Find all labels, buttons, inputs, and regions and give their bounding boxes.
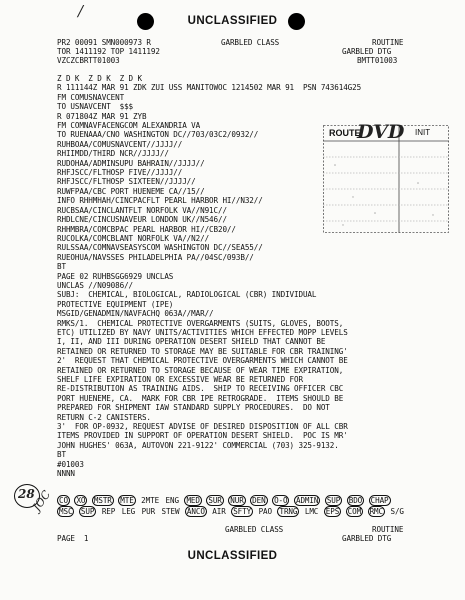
distribution-code: 2MTE bbox=[141, 496, 160, 505]
message-line: INFO RHHMHAH/CINCPACFLT PEARL HARBOR HI//N32// bbox=[57, 196, 263, 206]
header-left-1: PR2 00091 SMN000973 R bbox=[57, 38, 151, 47]
message-line: PROTECTIVE EQUIPMENT (IPE) bbox=[57, 299, 174, 309]
distribution-code: AIR bbox=[212, 507, 226, 516]
routing-stamp bbox=[323, 121, 449, 233]
message-line: PORT HUENEME, CA. MARK FOR CBR IPE RETROGRADE. ITEMS SHOULD BE bbox=[57, 393, 344, 403]
distribution-code: NUR bbox=[230, 496, 244, 505]
header-left-3: VZCZCBRTT01003 bbox=[57, 56, 120, 65]
message-body bbox=[57, 74, 361, 478]
message-line: RUCBSAA/CINCLANTFLT NORFOLK VA//N91C// bbox=[57, 205, 227, 215]
distribution-code: SFTY bbox=[233, 507, 252, 516]
header-right-1: ROUTINE bbox=[372, 38, 404, 47]
distribution-code: TRNG bbox=[279, 507, 298, 516]
distribution-code: SUR bbox=[208, 496, 222, 505]
message-line: TO USNAVCENT $$$ bbox=[57, 102, 134, 112]
distribution-line-1 bbox=[57, 496, 391, 505]
message-line: RMKS/1. CHEMICAL PROTECTIVE OVERGARMENTS (SUITS, GLOVES, BOOTS, bbox=[57, 318, 344, 328]
message-line: BT bbox=[57, 450, 66, 460]
message-line: RUDOHAA/ADMINSUPU BAHRAIN//JJJJ// bbox=[57, 158, 205, 168]
message-line: UNCLAS //N09086// bbox=[57, 280, 134, 290]
message-line: RUHBOAA/COMUSNAVCENT//JJJJ// bbox=[57, 139, 183, 149]
punch-hole-right bbox=[288, 13, 305, 30]
distribution-code: EPS bbox=[325, 507, 340, 516]
distribution-code: ADMIN bbox=[295, 496, 319, 505]
message-line: Z D K Z D K Z D K bbox=[57, 74, 142, 83]
message-line: FM COMNAVFACENGCOM ALEXANDRIA VA bbox=[57, 121, 201, 131]
message-line: TO RUENAAA/CNO WASHINGTON DC//703/03C2/0932// bbox=[57, 130, 259, 140]
routing-stamp-init-label: INIT bbox=[415, 128, 431, 137]
distribution-code: CO bbox=[59, 496, 68, 505]
header-right-2: GARBLED DTG bbox=[342, 47, 392, 56]
distribution-code: BDO bbox=[348, 496, 363, 505]
message-line: BT bbox=[57, 262, 66, 272]
distribution-code: SUP bbox=[326, 496, 341, 505]
distribution-code: S/G bbox=[390, 507, 404, 516]
distribution-code: LMC bbox=[304, 507, 319, 516]
message-line: RE-DISTRIBUTION AS TRAINING AIDS. SHIP TO RECEIVING OFFICER CBC bbox=[57, 384, 344, 394]
message-line: PREPARED FOR SHIPMENT IAW STANDARD SUPPLY PROCEDURES. DO NOT bbox=[57, 403, 330, 413]
message-line: RETURN C-2 CANISTERS. bbox=[57, 412, 151, 422]
distribution-code: PAO bbox=[258, 507, 272, 516]
message-line: SUBJ: CHEMICAL, BIOLOGICAL, RADIOLOGICAL (CBR) INDIVIDUAL bbox=[57, 290, 317, 300]
message-line: ETC) UTILIZED BY NAVY UNITS/ACTIVITIES WHICH EFFECTED MOPP LEVELS bbox=[57, 327, 348, 337]
distribution-code: MED bbox=[186, 496, 200, 505]
distribution-code: MSC bbox=[59, 507, 73, 516]
message-line: RHIIMDD/THIRD NCR//JJJJ// bbox=[57, 149, 169, 159]
handwritten-slash: / bbox=[78, 2, 84, 20]
distribution-code: STEW bbox=[161, 507, 180, 516]
message-line: RUWFPAA/CBC PORT HUENEME CA//15// bbox=[57, 186, 205, 196]
message-line: RHFJSCC/FLTHOSP SIXTEEN//JJJJ// bbox=[57, 177, 196, 187]
message-line: NNNN bbox=[57, 469, 75, 479]
distribution-code: RMC bbox=[369, 507, 383, 516]
distribution-code: MTE bbox=[120, 496, 134, 505]
footer-right-2: GARBLED DTG bbox=[342, 534, 392, 543]
message-line: RUEOHUA/NAVSSES PHILADELPHIA PA//04SC/093B// bbox=[57, 252, 254, 262]
message-line: PAGE 02 RUHBSGG6929 UNCLAS bbox=[57, 271, 174, 281]
handwritten-number: 28 bbox=[18, 487, 35, 501]
message-line: RUCOLKA/COMCBLANT NORFOLK VA//N2// bbox=[57, 233, 210, 243]
message-line: SHELF LIFE EXPIRATION OR EXCESSIVE WEAR BE RETURNED FOR bbox=[57, 375, 303, 384]
distribution-code: PUR bbox=[141, 507, 156, 516]
distribution-code: O-O bbox=[274, 496, 288, 505]
footer-right-1: ROUTINE bbox=[372, 525, 404, 534]
message-line: #01003 bbox=[57, 459, 84, 469]
message-line: 2' REQUEST THAT CHEMICAL PROTECTIVE OVERGARMENTS WHICH CANNOT BE bbox=[57, 356, 348, 366]
distribution-code: REP bbox=[101, 507, 116, 516]
routing-stamp-handwritten: DVD bbox=[357, 121, 405, 143]
distribution-code: DEN bbox=[252, 496, 266, 505]
message-line: RHHMBRA/COMCBPAC PEARL HARBOR HI//CB20// bbox=[57, 224, 236, 234]
message-line: RETAINED OR RETURNED TO STORAGE MAY BE SUITABLE FOR CBR TRAINING' bbox=[57, 346, 348, 356]
distribution-code: CHAP bbox=[370, 496, 389, 505]
footer-center: GARBLED CLASS bbox=[225, 525, 284, 534]
classification-top: UNCLASSIFIED bbox=[187, 15, 278, 27]
header-left-2: TOR 1411192 TOP 1411192 bbox=[57, 47, 160, 56]
routing-stamp-route-label: ROUTE bbox=[329, 128, 361, 138]
message-line: R 071804Z MAR 91 ZYB bbox=[57, 111, 147, 121]
distribution-code: COM bbox=[347, 507, 362, 516]
message-line: R 111144Z MAR 91 ZDK ZUI USS MANITOWOC 1214502 MAR 91 PSN 743614G25 bbox=[57, 83, 362, 93]
distribution-code: LEG bbox=[121, 507, 136, 516]
message-line: 3' FOR OP-0932, REQUEST ADVISE OF DESIRED DISPOSITION OF ALL CBR bbox=[57, 422, 348, 432]
distribution-code: MSTR bbox=[93, 496, 112, 505]
message-line: MSGID/GENADMIN/NAVFACHQ 063A//MAR// bbox=[57, 309, 214, 319]
distribution-code: ANCO bbox=[186, 507, 205, 516]
message-line: RHFJSCC/FLTHOSP FIVE//JJJJ// bbox=[57, 168, 183, 178]
distribution-line-2 bbox=[57, 507, 405, 516]
distribution-code: ENG bbox=[165, 496, 179, 505]
message-line: JOHN HUGHES' 063A, AUTOVON 221-9122' COMMERCIAL (703) 325-9132. bbox=[57, 440, 339, 450]
message-line: I, II, AND III DURING OPERATION DESERT SHIELD THAT CANNOT BE bbox=[57, 337, 326, 347]
footer-page: PAGE 1 bbox=[57, 534, 89, 543]
handwritten-initials: JOC bbox=[30, 488, 54, 514]
classification-bottom: UNCLASSIFIED bbox=[187, 550, 278, 562]
message-line: RULSSAA/COMNAVSEASYSCOM WASHINGTON DC//SEA55// bbox=[57, 243, 263, 253]
distribution-code: SUP bbox=[80, 507, 95, 516]
message-line: ITEMS PROVIDED IN SUPPORT OF OPERATION DESERT SHIELD. POC IS MR' bbox=[57, 431, 348, 441]
message-line: FM COMUSNAVCENT bbox=[57, 92, 125, 102]
header-center: GARBLED CLASS bbox=[221, 38, 280, 47]
header-right-3: BMTT01003 bbox=[357, 56, 398, 65]
message-line: RETAINED OR RETURNED TO STORAGE BECAUSE OF WEAR TIME EXPIRATION, bbox=[57, 365, 344, 375]
message-line: RHDLCNE/CINCUSNAVEUR LONDON UK//N546// bbox=[57, 215, 227, 225]
distribution-code: XO bbox=[76, 496, 86, 505]
